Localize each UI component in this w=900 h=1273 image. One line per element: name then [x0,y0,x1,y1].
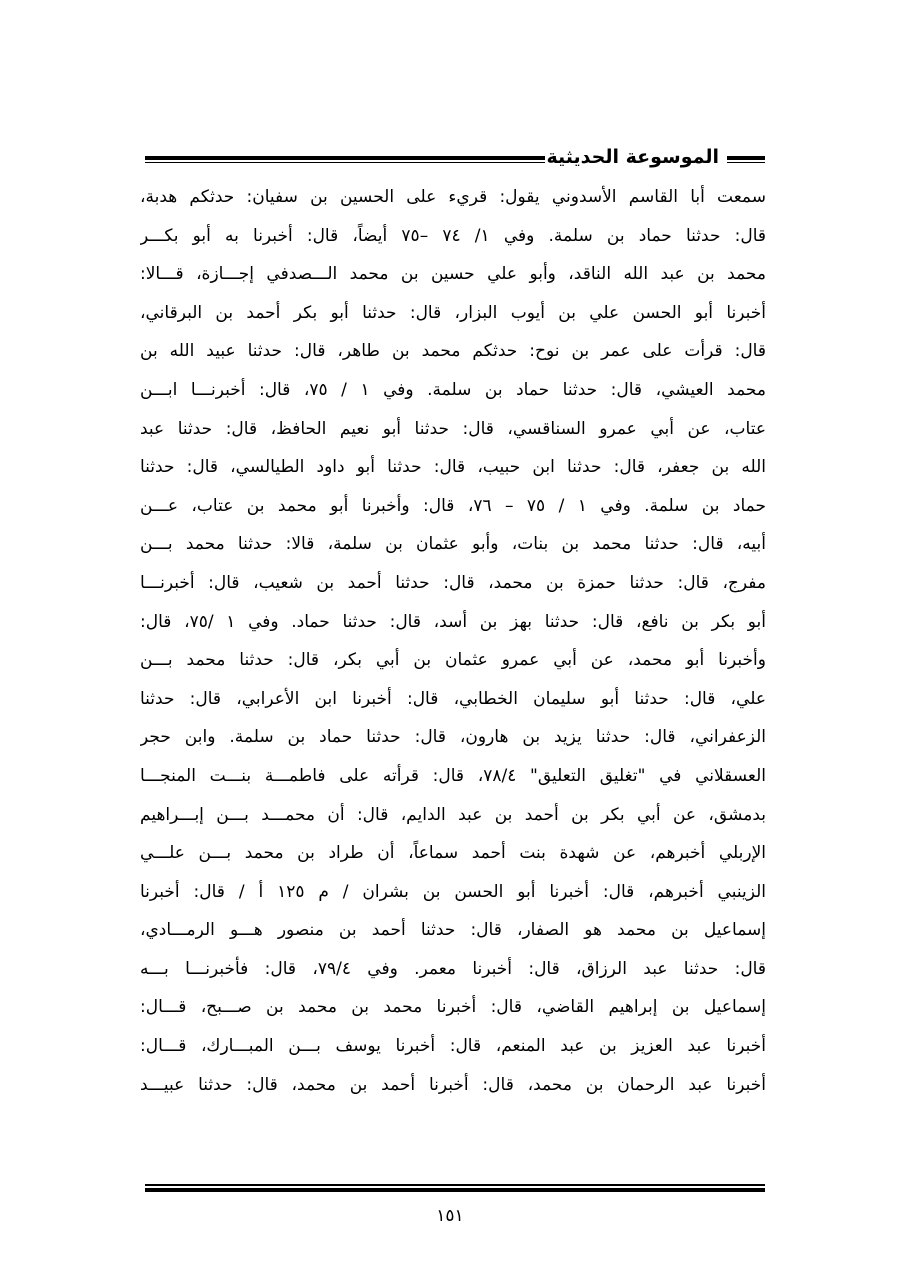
text-line: الزينبي أخبرهم، قال: أخبرنا أبو الحسن بن بشران / م ١٢٥ أ / قال: أخبرنا [140,881,766,902]
text-line: الإربلي أخبرهم، عن شهدة بنت أحمد سماعاً، أن طراد بن محمد بـــن علـــي [140,843,766,864]
text-line: أخبرنا عبد الرحمان بن محمد، قال: أخبرنا أحمد بن محمد، قال: حدثنا عبيـــد [140,1074,766,1095]
text-line: أخبرنا عبد العزيز بن عبد المنعم، قال: أخبرنا يوسف بـــن المبـــارك، قـــال: [140,1036,766,1057]
text-line: قال: قرأت على عمر بن نوح: حدثكم محمد بن طاهر، قال: حدثنا عبيد الله بن [140,341,766,362]
page-number: ١٥١ [436,1206,464,1226]
header-rule-right [727,156,765,163]
header-rule-left [145,156,545,163]
text-line: حماد بن سلمة. وفي ١ / ٧٥ – ٧٦، قال: وأخبرنا أبو محمد بن عتاب، عـــن [140,495,766,516]
text-line: علي، قال: حدثنا أبو سليمان الخطابي، قال: أخبرنا ابن الأعرابي، قال: حدثنا [140,688,766,709]
text-line: قال: حدثنا حماد بن سلمة. وفي ١/ ٧٤ –٧٥ أيضاً، قال: أخبرنا به أبو بكـــر [140,225,766,246]
body-text [140,178,766,1104]
text-line: الزعفراني، قال: حدثنا يزيد بن هارون، قال: حدثنا حماد بن سلمة. وابن حجر [140,727,766,748]
text-line: أخبرنا أبو الحسن علي بن أيوب البزار، قال: حدثنا أبو بكر أحمد بن البرقاني، [140,302,766,323]
text-line: إسماعيل بن محمد هو الصفار، قال: حدثنا أحمد بن منصور هـــو الرمـــادي، [140,920,766,941]
text-line: محمد بن عبد الله الناقد، وأبو علي حسين بن محمد الـــصدفي إجـــازة، قـــالا: [140,264,766,285]
footer-rule [145,1184,765,1192]
text-line: بدمشق، عن أبي بكر بن أحمد بن عبد الدايم، قال: أن محمـــد بـــن إبـــراهيم [140,804,766,825]
text-line: محمد العيشي، قال: حدثنا حماد بن سلمة. وفي ١ / ٧٥، قال: أخبرنـــا ابـــن [140,379,766,400]
text-line: أبيه، قال: حدثنا محمد بن بنات، وأبو عثمان بن سلمة، قالا: حدثنا محمد بـــن [140,534,766,555]
text-line: وأخبرنا أبو محمد، عن أبي عمرو عثمان بن أبي بكر، قال: حدثنا محمد بـــن [140,650,766,671]
text-line: سمعت أبا القاسم الأسدوني يقول: قريء على الحسين بن سفيان: حدثكم هدبة، [140,187,766,207]
text-line: مفرج، قال: حدثنا حمزة بن محمد، قال: حدثنا أحمد بن شعيب، قال: أخبرنـــا [140,572,766,593]
text-line: العسقلاني في "تغليق التعليق" ٧٨/٤، قال: قرأته على فاطمـــة بنـــت المنجـــا [140,765,766,786]
page-header [145,140,765,180]
text-line: عتاب، عن أبي عمرو السناقسي، قال: حدثنا أبو نعيم الحافظ، قال: حدثنا عبد [140,418,766,439]
text-line: أبو بكر بن نافع، قال: حدثنا بهز بن أسد، قال: حدثنا حماد. وفي ١ /٧٥، قال: [140,611,766,632]
page-title: الموسوعة الحديثية [546,146,719,168]
text-line: إسماعيل بن إبراهيم القاضي، قال: أخبرنا محمد بن محمد بن صـــبح، قـــال: [140,997,766,1018]
text-line: قال: حدثنا عبد الرزاق، قال: أخبرنا معمر. وفي ٧٩/٤، قال: فأخبرنـــا بـــه [140,958,766,979]
text-line: الله بن جعفر، قال: حدثنا ابن حبيب، قال: حدثنا أبو داود الطيالسي، قال: حدثنا [140,457,766,478]
